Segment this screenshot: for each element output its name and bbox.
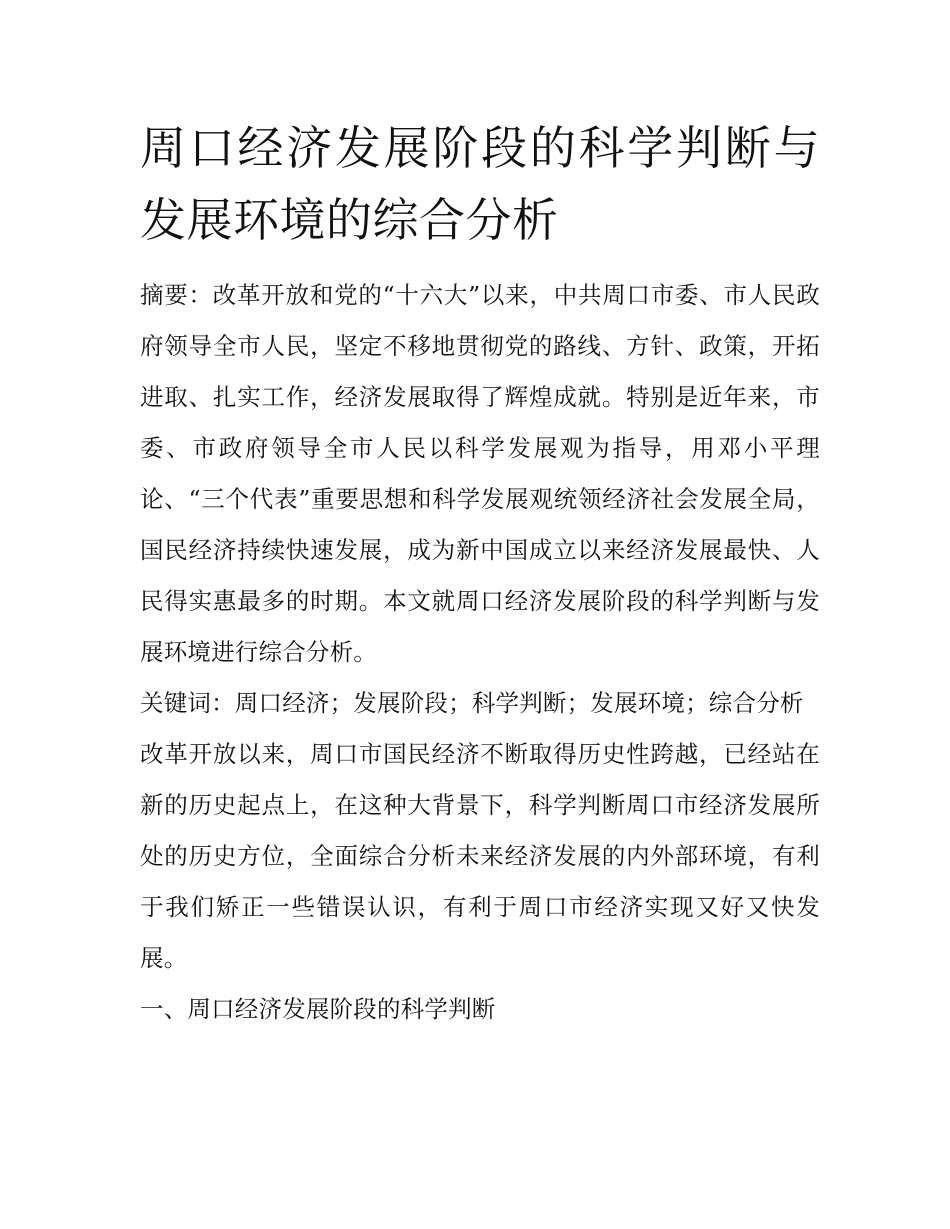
- intro-paragraph: 改革开放以来，周口市国民经济不断取得历史性跨越，已经站在新的历史起点上，在这种大背景下，科学判断周口市经济发展所处的历史方位，全面综合分析未来经济发展的内外部环境，有利于我们矫正一些错误认识，有利于周口市经济实现又好又快发展。: [140, 740, 820, 972]
- document-title: 周口经济发展阶段的科学判断与发展环境的综合分析: [140, 121, 820, 247]
- section-heading: 一、周口经济发展阶段的科学判断: [140, 995, 496, 1023]
- keywords-paragraph: 关键词：周口经济；发展阶段；科学判断；发展环境；综合分析: [140, 689, 804, 717]
- document-body: [140, 112, 820, 1035]
- abstract-paragraph: 摘要：改革开放和党的“十六大”以来，中共周口市委、市人民政府领导全市人民，坚定不移地贯彻党的路线、方针、政策，开拓进取、扎实工作，经济发展取得了辉煌成就。特别是近年来，市委、市政府领导全市人民以科学发展观为指导，用邓小平理论、“三个代表”重要思想和科学发展观统领经济社会发展全局，国民经济持续快速发展，成为新中国成立以来经济发展最快、人民得实惠最多的时期。本文就周口经济发展阶段的科学判断与发展环境进行综合分析。: [140, 281, 820, 666]
